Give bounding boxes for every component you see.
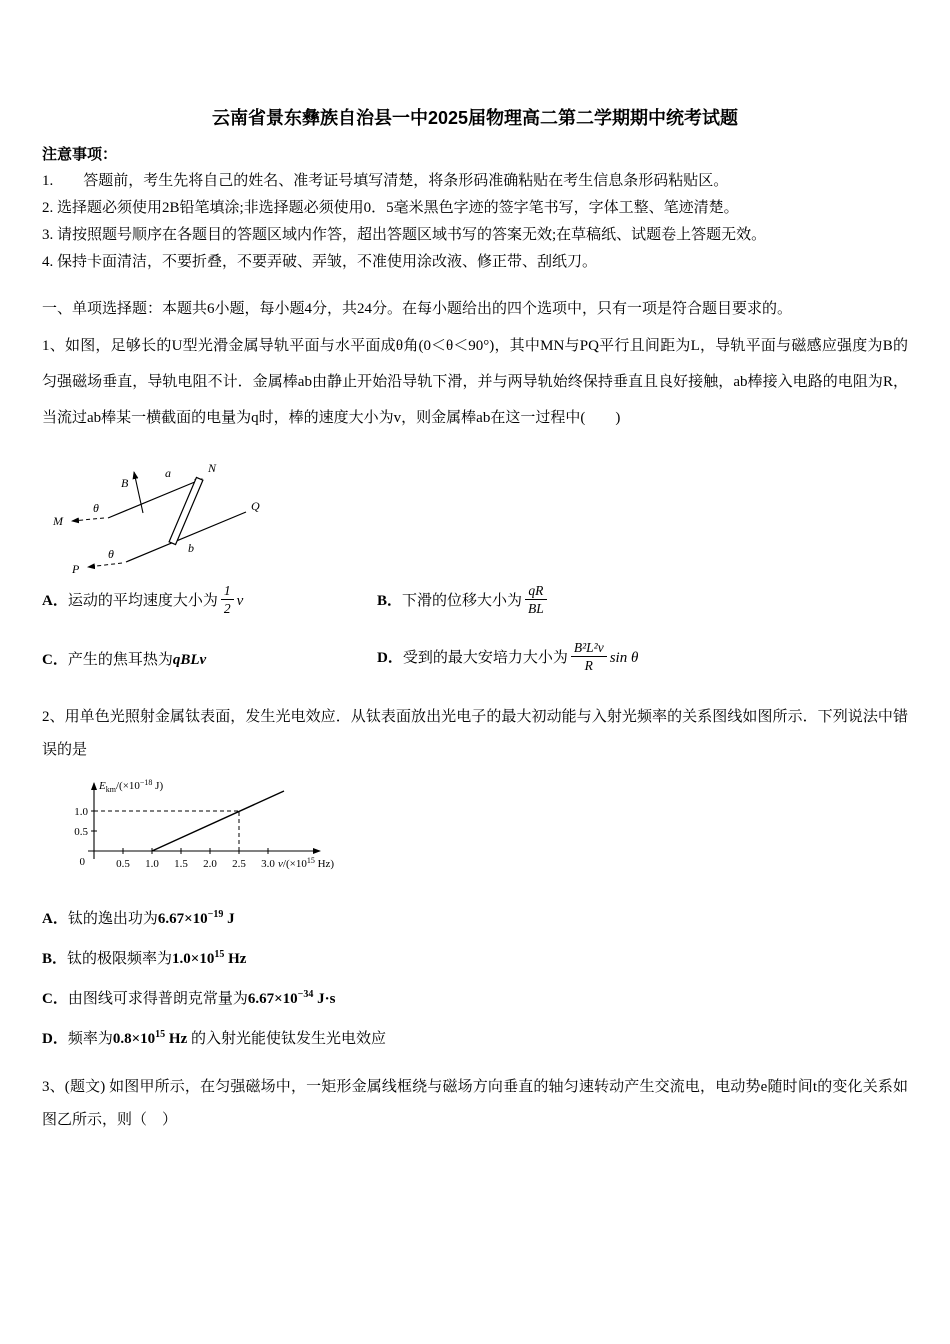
origin-label: 0: [79, 856, 85, 869]
option-1d-math-suffix: sin θ: [609, 650, 639, 667]
option-2d-label: D．: [42, 1031, 68, 1048]
y-tick-label: 0.5: [74, 826, 88, 839]
option-2d: [42, 1017, 908, 1057]
option-2b: [42, 937, 908, 977]
label-Q: Q: [251, 499, 260, 513]
option-1c-label: C．: [42, 652, 68, 669]
x-tick-label: 1.5: [174, 858, 188, 871]
label-P: P: [72, 562, 80, 575]
option-1a-label: A．: [42, 593, 68, 610]
option-1c-math: qBLv: [172, 652, 207, 669]
option-1a: [42, 585, 377, 618]
question-2-text: 2、用单色光照射金属钛表面，发生光电效应．从钛表面放出光电子的最大初动能与入射光频率的关系图线如图所示．下列说法中错误的是: [42, 709, 908, 759]
label-b: b: [188, 541, 194, 555]
option-2a-value: $6.67\times 10^{-19}$ J: [157, 909, 235, 928]
option-1a-text: 运动的平均速度大小为: [67, 593, 218, 610]
fraction-denominator: 2: [223, 601, 231, 617]
note-item-3: 3. 请按照题号顺序在各题目的答题区域内作答，超出答题区域书写的答案无效;在草稿纸、试题卷上答题无效。: [42, 227, 767, 243]
question-3-text: 3、(题文) 如图甲所示，在匀强磁场中，一矩形金属线框绕与磁场方向垂直的轴匀速转动产生交流电，电动势e随时间t的变化关系如图乙所示，则（ ）: [42, 1079, 908, 1129]
option-2a: [42, 897, 908, 937]
question-1-text: 1、如图，足够长的U型光滑金属导轨平面与水平面成θ角(0＜θ＜90°)，其中MN与PQ平行且间距为L，导轨平面与磁感应强度为B的匀强磁场垂直，导轨电阻不计．金属棒ab由静止开始沿导轨下滑，并与两导轨始终保持垂直且良好接触，ab棒接入电路的电阻为R，当流过ab棒某一横截面的电量为q时，棒的速度大小为v，则金属棒ab在这一过程中( ): [42, 338, 908, 426]
data-line: [152, 791, 284, 851]
option-2c-text: 由图线可求得普朗克常量为: [67, 991, 248, 1008]
option-1b-text: 下滑的位移大小为: [402, 593, 523, 610]
dashed-horizontal-top: [72, 518, 104, 521]
label-N: N: [208, 461, 217, 475]
note-item-1: 1. 答题前，考生先将自己的姓名、准考证号填写清楚，将条形码准确粘贴在考生信息条形码粘贴区。: [42, 173, 729, 189]
notes-heading: 注意事项：: [42, 147, 118, 163]
note-item-4: 4. 保持卡面清洁，不要折叠，不要弄破、弄皱，不准使用涂改液、修正带、刮纸刀。: [42, 254, 598, 270]
fraction: [525, 583, 547, 616]
bar-ab: [169, 477, 203, 544]
option-1c: [42, 648, 377, 669]
notes-section: [42, 142, 908, 276]
dashed-horizontal-bottom: [88, 563, 122, 567]
x-axis-title: $\nu/(\times 10^{15}$ Hz): [278, 856, 335, 871]
y-axis-title: $E_{km}/(\times 10^{-18}$ J): [99, 778, 164, 795]
x-tick-label: 2.5: [232, 858, 246, 871]
x-tick-label: 3.0: [261, 858, 275, 871]
option-1d-label: D．: [377, 650, 403, 667]
label-a: a: [165, 466, 171, 480]
option-2d-suffix: 的入射光能使钛发生光电效应: [187, 1031, 387, 1048]
fraction-denominator: BL: [528, 601, 544, 617]
question-1-options: [42, 585, 908, 675]
option-1d-text: 受到的最大安培力大小为: [402, 650, 568, 667]
fraction-numerator: qR: [525, 583, 547, 600]
option-1b-label: B．: [377, 593, 403, 610]
question-2-options: [42, 897, 908, 1057]
page-title: 云南省景东彝族自治县一中2025届物理高二第二学期期中统考试题: [211, 108, 739, 128]
fraction-numerator: B²L²v: [571, 640, 607, 657]
x-tick-label: 2.0: [203, 858, 217, 871]
x-tick-label: 1.0: [145, 858, 159, 871]
x-tick-label: 0.5: [116, 858, 130, 871]
fraction: [571, 640, 607, 673]
fraction-numerator: 1: [221, 583, 234, 600]
option-2b-label: B．: [42, 951, 68, 968]
option-2c-value: $6.67\times 10^{-34}$ J·s: [247, 989, 336, 1008]
fraction: [221, 583, 234, 616]
label-M: M: [53, 514, 63, 528]
option-2d-text: 频率为: [67, 1031, 113, 1048]
option-2b-value: $1.0\times 10^{15}$ Hz: [172, 949, 247, 968]
option-1c-text: 产生的焦耳热为: [67, 652, 173, 669]
label-theta-bottom: θ: [108, 547, 114, 561]
question-2-figure-graph: [52, 775, 382, 875]
options-row-cd: [42, 642, 908, 675]
section-1-heading: 一、单项选择题：本题共6小题，每小题4分，共24分。在每小题给出的四个选项中，只有一项是符合题目要求的。: [42, 301, 793, 317]
options-row-ab: [42, 585, 908, 618]
option-2a-text: 钛的逸出功为: [67, 911, 158, 928]
option-2a-label: A．: [42, 911, 68, 928]
label-theta-top: θ: [93, 501, 99, 515]
question-1-figure-inclined-rails: [48, 440, 283, 575]
option-1d: [377, 642, 908, 675]
option-2d-value: $0.8\times 10^{15}$ Hz: [112, 1029, 188, 1048]
y-tick-label: 1.0: [74, 806, 88, 819]
option-2c: [42, 977, 908, 1017]
note-item-2: 2. 选择题必须使用2B铅笔填涂;非选择题必须使用0．5毫米黑色字迹的签字笔书写，字体工整、笔迹清楚。: [42, 200, 739, 216]
option-2c-label: C．: [42, 991, 68, 1008]
option-2b-text: 钛的极限频率为: [67, 951, 173, 968]
option-1a-math-suffix: v: [236, 593, 244, 610]
label-B-field: B: [121, 476, 129, 490]
option-1b: [377, 585, 908, 618]
fraction-denominator: R: [584, 658, 593, 674]
